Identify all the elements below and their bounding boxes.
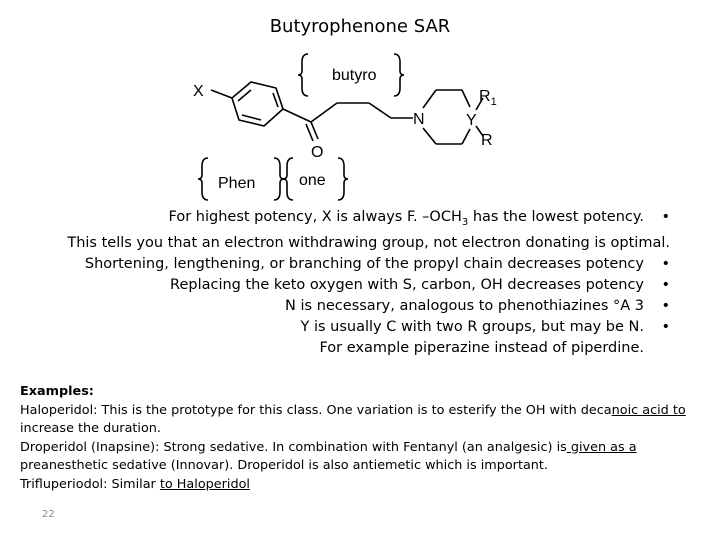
bullet-line: Shortening, lengthening, or branching of the propyl chain decreases potency •: [20, 254, 670, 275]
sar-bullet-list: [20, 207, 670, 359]
bullet-line: For example piperazine instead of piperdine.: [319, 339, 644, 356]
structure-label-o: O: [311, 144, 324, 161]
structure-label-phen: Phen: [218, 175, 256, 192]
page-number: 22: [42, 509, 55, 520]
bullet-line: N is necessary, analogous to phenothiazines °A 3 •: [20, 296, 670, 317]
bullet-line: This tells you that an electron withdrawing group, not electron donating is optimal.: [67, 234, 670, 251]
bullet-line: For highest potency, X is always F. $-OCH_3$ has the lowest potency. •: [168, 209, 670, 228]
butyrophenone-structure-diagram: [180, 40, 520, 210]
structure-label-n: N: [413, 111, 425, 128]
bullet-line: Replacing the keto oxygen with S, carbon, OH decreases potency •: [20, 275, 670, 296]
example-trifluperidol: Trifluperiodol: Similar to Haloperidol: [20, 476, 250, 492]
bullet-line: Y is usually C with two R groups, but may be N. •: [20, 317, 670, 338]
bullet-marker: •: [661, 297, 670, 314]
slide-title: Butyrophenone SAR: [269, 16, 451, 37]
examples-heading: Examples:: [20, 384, 94, 399]
structure-label-y: Y: [466, 112, 477, 129]
bullet-marker: •: [661, 209, 670, 225]
structure-label-x: X: [193, 83, 204, 100]
structure-label-one: one: [299, 172, 326, 189]
bullet-marker: •: [661, 318, 670, 335]
structure-label-r1: $R_1$: [479, 88, 497, 108]
structure-label-butyro: butyro: [332, 67, 377, 84]
examples-block: [20, 383, 710, 494]
example-haloperidol: Haloperidol: This is the prototype for this class. One variation is to esterify the OH with decanoic acid to increase the duration.: [20, 402, 686, 436]
bullet-marker: •: [661, 276, 670, 293]
example-droperidol: Droperidol (Inapsine): Strong sedative. In combination with Fentanyl (an analgesic) is given as a preanesthetic sedative (Innovar). Droperidol is also antiemetic which is important.: [20, 439, 637, 473]
structure-label-r: R: [481, 132, 493, 149]
bullet-marker: •: [661, 255, 670, 272]
